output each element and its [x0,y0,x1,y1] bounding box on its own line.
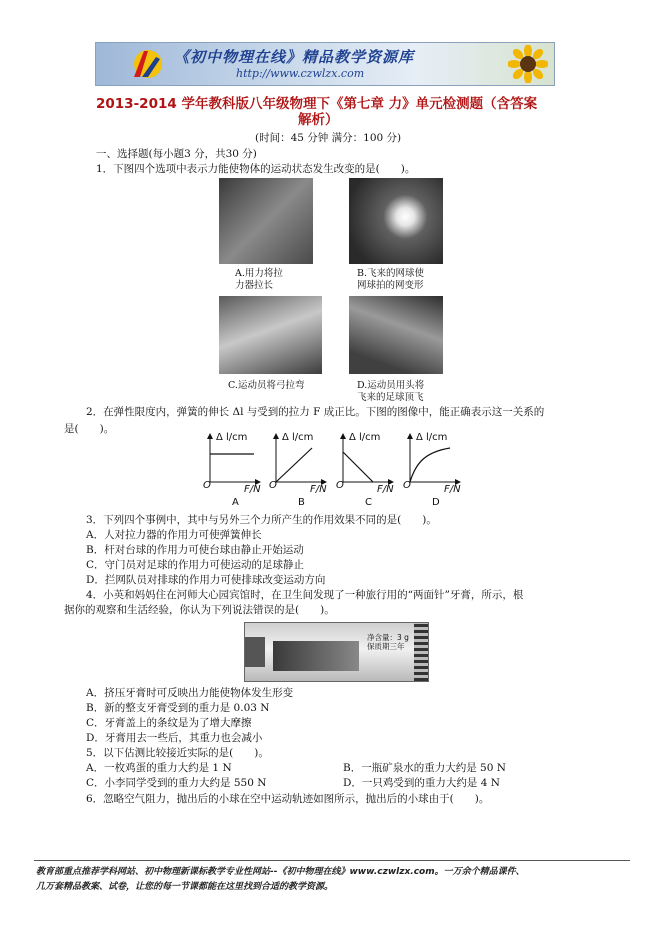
footer-line2: 几万套精品教案、试卷，让您的每一节课都能在这里找到合适的教学资源。 [36,882,334,892]
question-5-option-c: C．小李同学受到的重力大约是 550 N [86,777,267,789]
graph-b-origin: O [269,480,277,491]
site-logo-icon [126,47,166,81]
question-3-option-c: C．守门员对足球的作用力可使运动的足球静止 [86,559,305,571]
question-4-line2: 据你的观察和生活经验，你认为下列说法错误的是( )。 [64,604,335,616]
graph-c-origin: O [336,480,344,491]
tube-spec: 净含量：3 g 保质期三年 [367,633,409,651]
question-6-stem: 6．忽略空气阻力，抛出后的小球在空中运动轨迹如图所示，抛出后的小球由于( )。 [86,793,490,805]
graph-a-origin: O [203,480,211,491]
banner-url[interactable]: http://www.czwlzx.com [236,67,365,80]
question-5-stem: 5．以下估测比较接近实际的是( )。 [86,747,269,759]
question-3-stem: 3．下列四个事例中，其中与另外三个力所产生的作用效果不同的是( )。 [86,514,437,526]
section-heading: 一、选择题(每小题3 分，共30 分) [96,148,257,160]
tube-cap [245,637,265,667]
graph-d-letter: D [432,497,440,508]
document-title-line2: 解析） [298,112,339,128]
question-2-line1: 2．在弹性限度内，弹簧的伸长 Δl 与受到的拉力 F 成正比。下图的图像中，能正确表示这一关系的 [86,406,545,418]
question-4-line1: 4．小英和妈妈住在河师大心园宾馆时，在卫生间发现了一种旅行用的“两面针”牙膏，所示，根 [86,589,524,601]
banner-title: 《初中物理在线》精品教学资源库 [174,48,415,66]
question-1-stem: 1．下图四个选项中表示力能使物体的运动状态发生改变的是( )。 [96,163,416,175]
photo-b-tennis-racket [349,178,443,264]
question-3-option-d: D．拦网队员对排球的作用力可使排球改变运动方向 [86,574,326,586]
question-3-option-b: B．杆对台球的作用力可使台球由静止开始运动 [86,544,304,556]
tube-crimp [414,623,428,681]
caption-c: C.运动员将弓拉弯 [228,380,305,391]
question-4-option-d: D．牙膏用去一些后，其重力也会减小 [86,732,263,744]
document-title-line1: 2013-2014 学年教科版八年级物理下《第七章 力》单元检测题（含答案 [96,96,538,112]
caption-d: D.运动员用头将 飞来的足球顶飞 [357,380,425,403]
sunflower-icon [508,45,548,83]
graph-a-letter: A [232,497,239,508]
graph-b-letter: B [298,497,305,508]
graph-c-xlabel: F/N [377,484,394,495]
toothpaste-photo [244,622,429,682]
graph-c-letter: C [365,497,372,508]
question-5-option-b: B．一瓶矿泉水的重力大约是 50 N [343,762,506,774]
graph-a-ylabel: Δ l/cm [216,432,248,443]
graph-c-ylabel: Δ l/cm [349,432,381,443]
photo-c-archer [219,296,322,374]
question-3-option-a: A．人对拉力器的作用力可使弹簧伸长 [86,529,262,541]
question-2-line2: 是( )。 [64,423,115,435]
time-info: (时间：45 分钟 满分：100 分) [255,132,402,144]
caption-a: A.用力将拉 力器拉长 [235,268,283,291]
graph-d-ylabel: Δ l/cm [416,432,448,443]
graph-d-xlabel: F/N [444,484,461,495]
graph-b-ylabel: Δ l/cm [282,432,314,443]
photo-a-stretching-exerciser [219,178,313,264]
question-4-option-b: B．新的整支牙膏受到的重力是 0.03 N [86,702,270,714]
graph-a-xlabel: F/N [244,484,261,495]
question-5-option-d: D．一只鸡受到的重力大约是 4 N [343,777,500,789]
tube-label-area [273,641,359,671]
footer-line1: 教育部重点推荐学科网站、初中物理新课标教学专业性网站--《初中物理在线》www.czwlzx.com。一万余个精品课件、 [36,867,525,877]
question-4-option-c: C．牙膏盖上的条纹是为了增大摩擦 [86,717,252,729]
header-banner [95,42,555,86]
caption-b: B.飞来的网球使 网球拍的网变形 [357,268,425,291]
graph-d-origin: O [403,480,411,491]
page-footer [36,865,636,895]
question-5-option-a: A．一枚鸡蛋的重力大约是 1 N [86,762,232,774]
footer-divider [34,860,630,861]
graph-b-xlabel: F/N [310,484,327,495]
question-4-option-a: A．挤压牙膏时可反映出力能使物体发生形变 [86,687,294,699]
photo-d-header [349,296,443,374]
